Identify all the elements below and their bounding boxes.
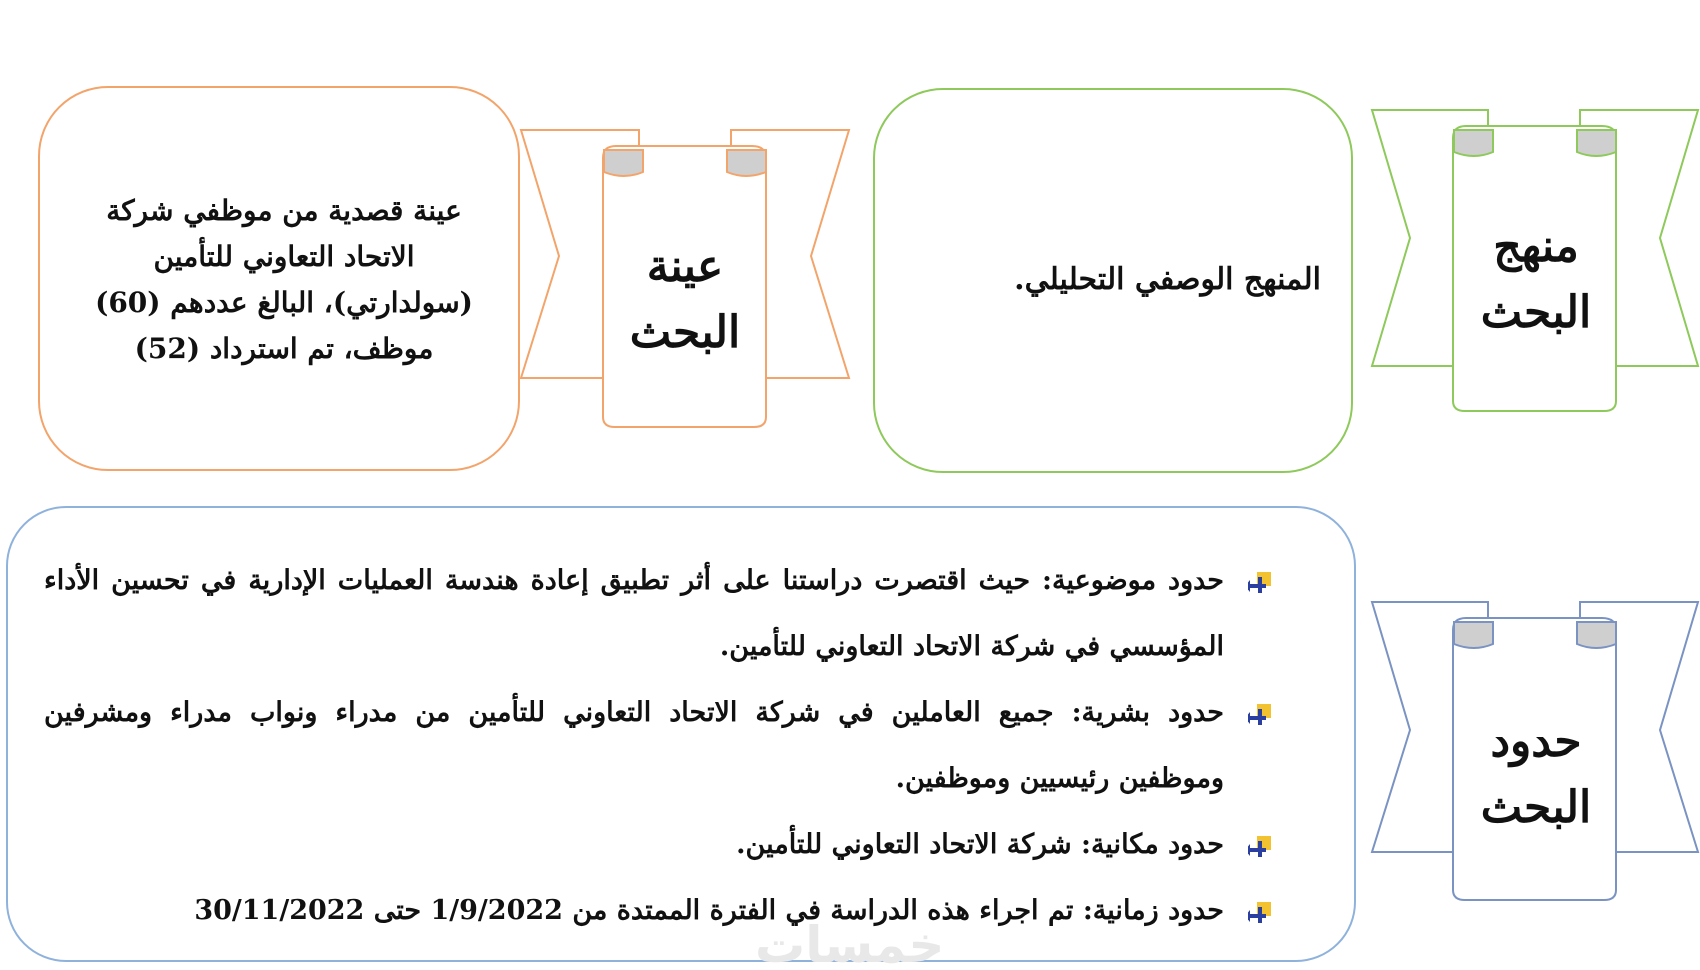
sample-text — [80, 188, 488, 372]
sample-content-box — [38, 86, 520, 471]
sample-banner-cap-right — [727, 150, 766, 176]
limits-content-box — [6, 506, 1356, 962]
limits-item-human — [44, 680, 1274, 812]
limits-item-objective — [44, 548, 1274, 680]
method-content-box — [873, 88, 1353, 473]
method-banner-cap-right — [1577, 130, 1616, 156]
sample-title — [603, 220, 767, 380]
sample-banner-cap-left — [604, 150, 643, 176]
limits-item-temporal-text: حدود زمانية: تم اجراء هذه الدراسة في الفترة الممتدة من 1/9/2022 حتى 30/11/2022 — [194, 895, 1224, 926]
limits-item-human-text: حدود بشرية: جميع العاملين في شركة الاتحاد التعاوني للتأمين من مدراء ونواب مدراء ومشرفين وموظفين رئيسيين وموظفين. — [44, 697, 1224, 794]
limits-title-line1: حدود — [1490, 716, 1582, 767]
limits-title-line2: البحث — [1480, 782, 1592, 833]
limits-banner-cap-right — [1577, 622, 1616, 648]
method-title-line1: منهج — [1493, 221, 1579, 272]
limits-item-spatial-text: حدود مكانية: شركة الاتحاد التعاوني للتأمين. — [736, 829, 1224, 860]
sample-title-line1: عينة — [646, 241, 724, 292]
sample-text-line-3: (سولدارتي)، البالغ عددهم (60) — [95, 286, 473, 319]
sample-text-line-2: الاتحاد التعاوني للتأمين — [153, 240, 415, 273]
sample-text-line-1: عينة قصدية من موظفي شركة — [106, 194, 462, 227]
sample-text-line-4: موظف، تم استرداد (52) — [134, 332, 434, 365]
limits-item-temporal — [44, 878, 1274, 944]
arrow-bullet-icon — [1248, 570, 1274, 596]
method-banner-cap-left — [1454, 130, 1493, 156]
method-text: المنهج الوصفي التحليلي. — [1014, 262, 1321, 297]
method-title — [1453, 200, 1619, 360]
arrow-bullet-icon — [1248, 900, 1274, 926]
watermark-logo: خمسات — [755, 916, 945, 970]
limits-banner-cap-left — [1454, 622, 1493, 648]
sample-title-line2: البحث — [629, 307, 741, 358]
limits-list — [44, 548, 1274, 944]
arrow-bullet-icon — [1248, 702, 1274, 728]
limits-item-objective-text: حدود موضوعية: حيث اقتصرت دراستنا على أثر تطبيق إعادة هندسة العمليات الإدارية في تحسين الأداء المؤسسي في شركة الاتحاد التعاوني للتأمين. — [44, 565, 1224, 662]
limits-title — [1453, 695, 1619, 855]
limits-item-spatial — [44, 812, 1274, 878]
arrow-bullet-icon — [1248, 834, 1274, 860]
method-title-line2: البحث — [1480, 287, 1592, 338]
